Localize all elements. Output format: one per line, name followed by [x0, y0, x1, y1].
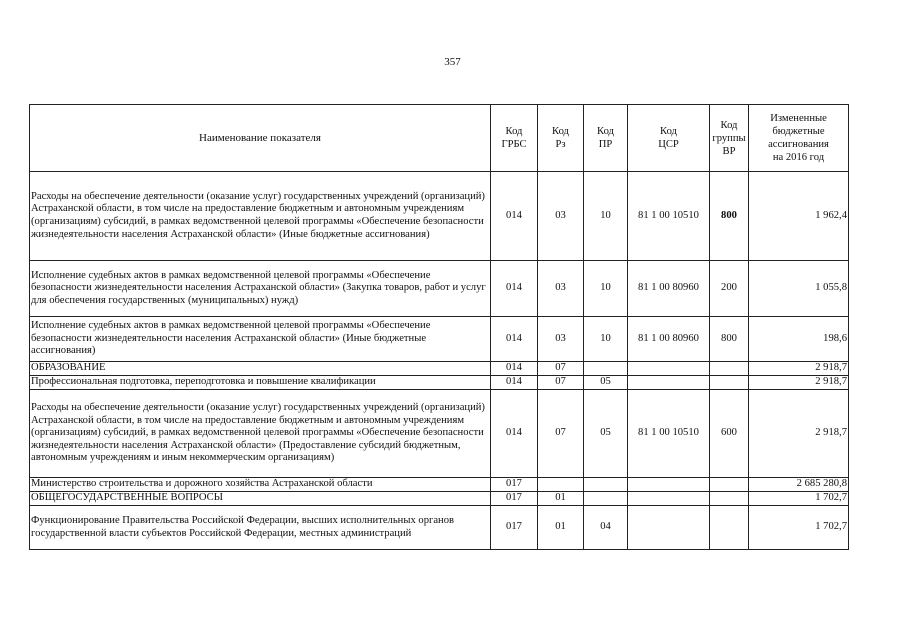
table-row [30, 317, 849, 362]
header-pr: Код ПР [584, 105, 628, 172]
budget-table [29, 104, 849, 550]
table-row [30, 506, 849, 550]
row-amount: 2 918,7 [749, 362, 849, 376]
row-rz: 01 [538, 492, 584, 506]
row-vr [710, 478, 749, 492]
header-name: Наименование показателя [30, 105, 491, 172]
row-rz: 07 [538, 362, 584, 376]
row-amount: 2 685 280,8 [749, 478, 849, 492]
row-csr [628, 478, 710, 492]
table-row [30, 478, 849, 492]
table-row [30, 376, 849, 390]
row-amount: 2 918,7 [749, 376, 849, 390]
row-name: ОБЩЕГОСУДАРСТВЕННЫЕ ВОПРОСЫ [30, 492, 491, 506]
row-csr: 81 1 00 80960 [628, 317, 710, 362]
table-header-row [30, 105, 849, 172]
row-vr: 800 [710, 317, 749, 362]
header-rz: Код Рз [538, 105, 584, 172]
table-row [30, 492, 849, 506]
row-vr [710, 362, 749, 376]
table-row [30, 172, 849, 261]
row-rz: 01 [538, 506, 584, 550]
row-pr: 10 [584, 172, 628, 261]
row-name: Министерство строительства и дорожного хозяйства Астраханской области [30, 478, 491, 492]
page-number: 357 [444, 56, 461, 68]
row-csr: 81 1 00 10510 [628, 390, 710, 478]
row-rz: 03 [538, 172, 584, 261]
row-amount: 1 702,7 [749, 492, 849, 506]
row-vr: 200 [710, 261, 749, 317]
row-csr: 81 1 00 80960 [628, 261, 710, 317]
row-rz: 07 [538, 376, 584, 390]
table-row [30, 390, 849, 478]
row-vr: 600 [710, 390, 749, 478]
row-grbs: 014 [491, 390, 538, 478]
row-grbs: 017 [491, 478, 538, 492]
row-name: Расходы на обеспечение деятельности (оказание услуг) государственных учреждений (организаций) Астраханской области, в том числе на предоставление бюджетным и автономным учреждениям (организациям) субсидий, в рамках ведомственной целевой программы «Обеспечение безопасности жизнедеятельности населения Астраханской области» (Иные бюджетные ассигнования) [30, 172, 491, 261]
row-grbs: 017 [491, 506, 538, 550]
row-amount: 1 055,8 [749, 261, 849, 317]
row-rz: 03 [538, 317, 584, 362]
row-name: Исполнение судебных актов в рамках ведомственной целевой программы «Обеспечение безопасности жизнедеятельности населения Астраханской области» (Иные бюджетные ассигнования) [30, 317, 491, 362]
row-csr [628, 362, 710, 376]
row-name: ОБРАЗОВАНИЕ [30, 362, 491, 376]
row-grbs: 014 [491, 172, 538, 261]
row-rz: 03 [538, 261, 584, 317]
row-pr [584, 478, 628, 492]
row-grbs: 014 [491, 317, 538, 362]
row-pr [584, 362, 628, 376]
row-csr [628, 506, 710, 550]
header-vr: Код группы ВР [710, 105, 749, 172]
row-name: Исполнение судебных актов в рамках ведомственной целевой программы «Обеспечение безопасности жизнедеятельности населения Астраханской области» (Закупка товаров, работ и услуг для обеспечения государственных (муниципальных) нужд) [30, 261, 491, 317]
row-grbs: 017 [491, 492, 538, 506]
row-grbs: 014 [491, 376, 538, 390]
row-rz [538, 478, 584, 492]
row-amount: 1 962,4 [749, 172, 849, 261]
row-amount: 1 702,7 [749, 506, 849, 550]
table-row [30, 362, 849, 376]
row-grbs: 014 [491, 261, 538, 317]
row-csr [628, 376, 710, 390]
header-grbs: Код ГРБС [491, 105, 538, 172]
row-vr [710, 506, 749, 550]
row-pr: 05 [584, 376, 628, 390]
header-csr: Код ЦСР [628, 105, 710, 172]
row-csr [628, 492, 710, 506]
row-pr: 10 [584, 317, 628, 362]
row-vr: 800 [710, 172, 749, 261]
row-grbs: 014 [491, 362, 538, 376]
row-rz: 07 [538, 390, 584, 478]
row-csr: 81 1 00 10510 [628, 172, 710, 261]
row-name: Профессиональная подготовка, переподготовка и повышение квалификации [30, 376, 491, 390]
row-amount: 198,6 [749, 317, 849, 362]
row-name: Функционирование Правительства Российской Федерации, высших исполнительных органов государственной власти субъектов Российской Федерации, местных администраций [30, 506, 491, 550]
row-name: Расходы на обеспечение деятельности (оказание услуг) государственных учреждений (организаций) Астраханской области, в том числе на предоставление бюджетным и автономным учреждениям (организациям) субсидий, в рамках ведомственной целевой программы «Обеспечение безопасности жизнедеятельности населения Астраханской области» (Предоставление субсидий бюджетным, автономным учреждениям и иным некоммерческим организациям) [30, 390, 491, 478]
row-pr: 05 [584, 390, 628, 478]
row-pr: 10 [584, 261, 628, 317]
header-amount: Измененные бюджетные ассигнования на 2016 год [749, 105, 849, 172]
row-pr [584, 492, 628, 506]
row-vr [710, 492, 749, 506]
row-pr: 04 [584, 506, 628, 550]
row-vr [710, 376, 749, 390]
table-row [30, 261, 849, 317]
row-amount: 2 918,7 [749, 390, 849, 478]
